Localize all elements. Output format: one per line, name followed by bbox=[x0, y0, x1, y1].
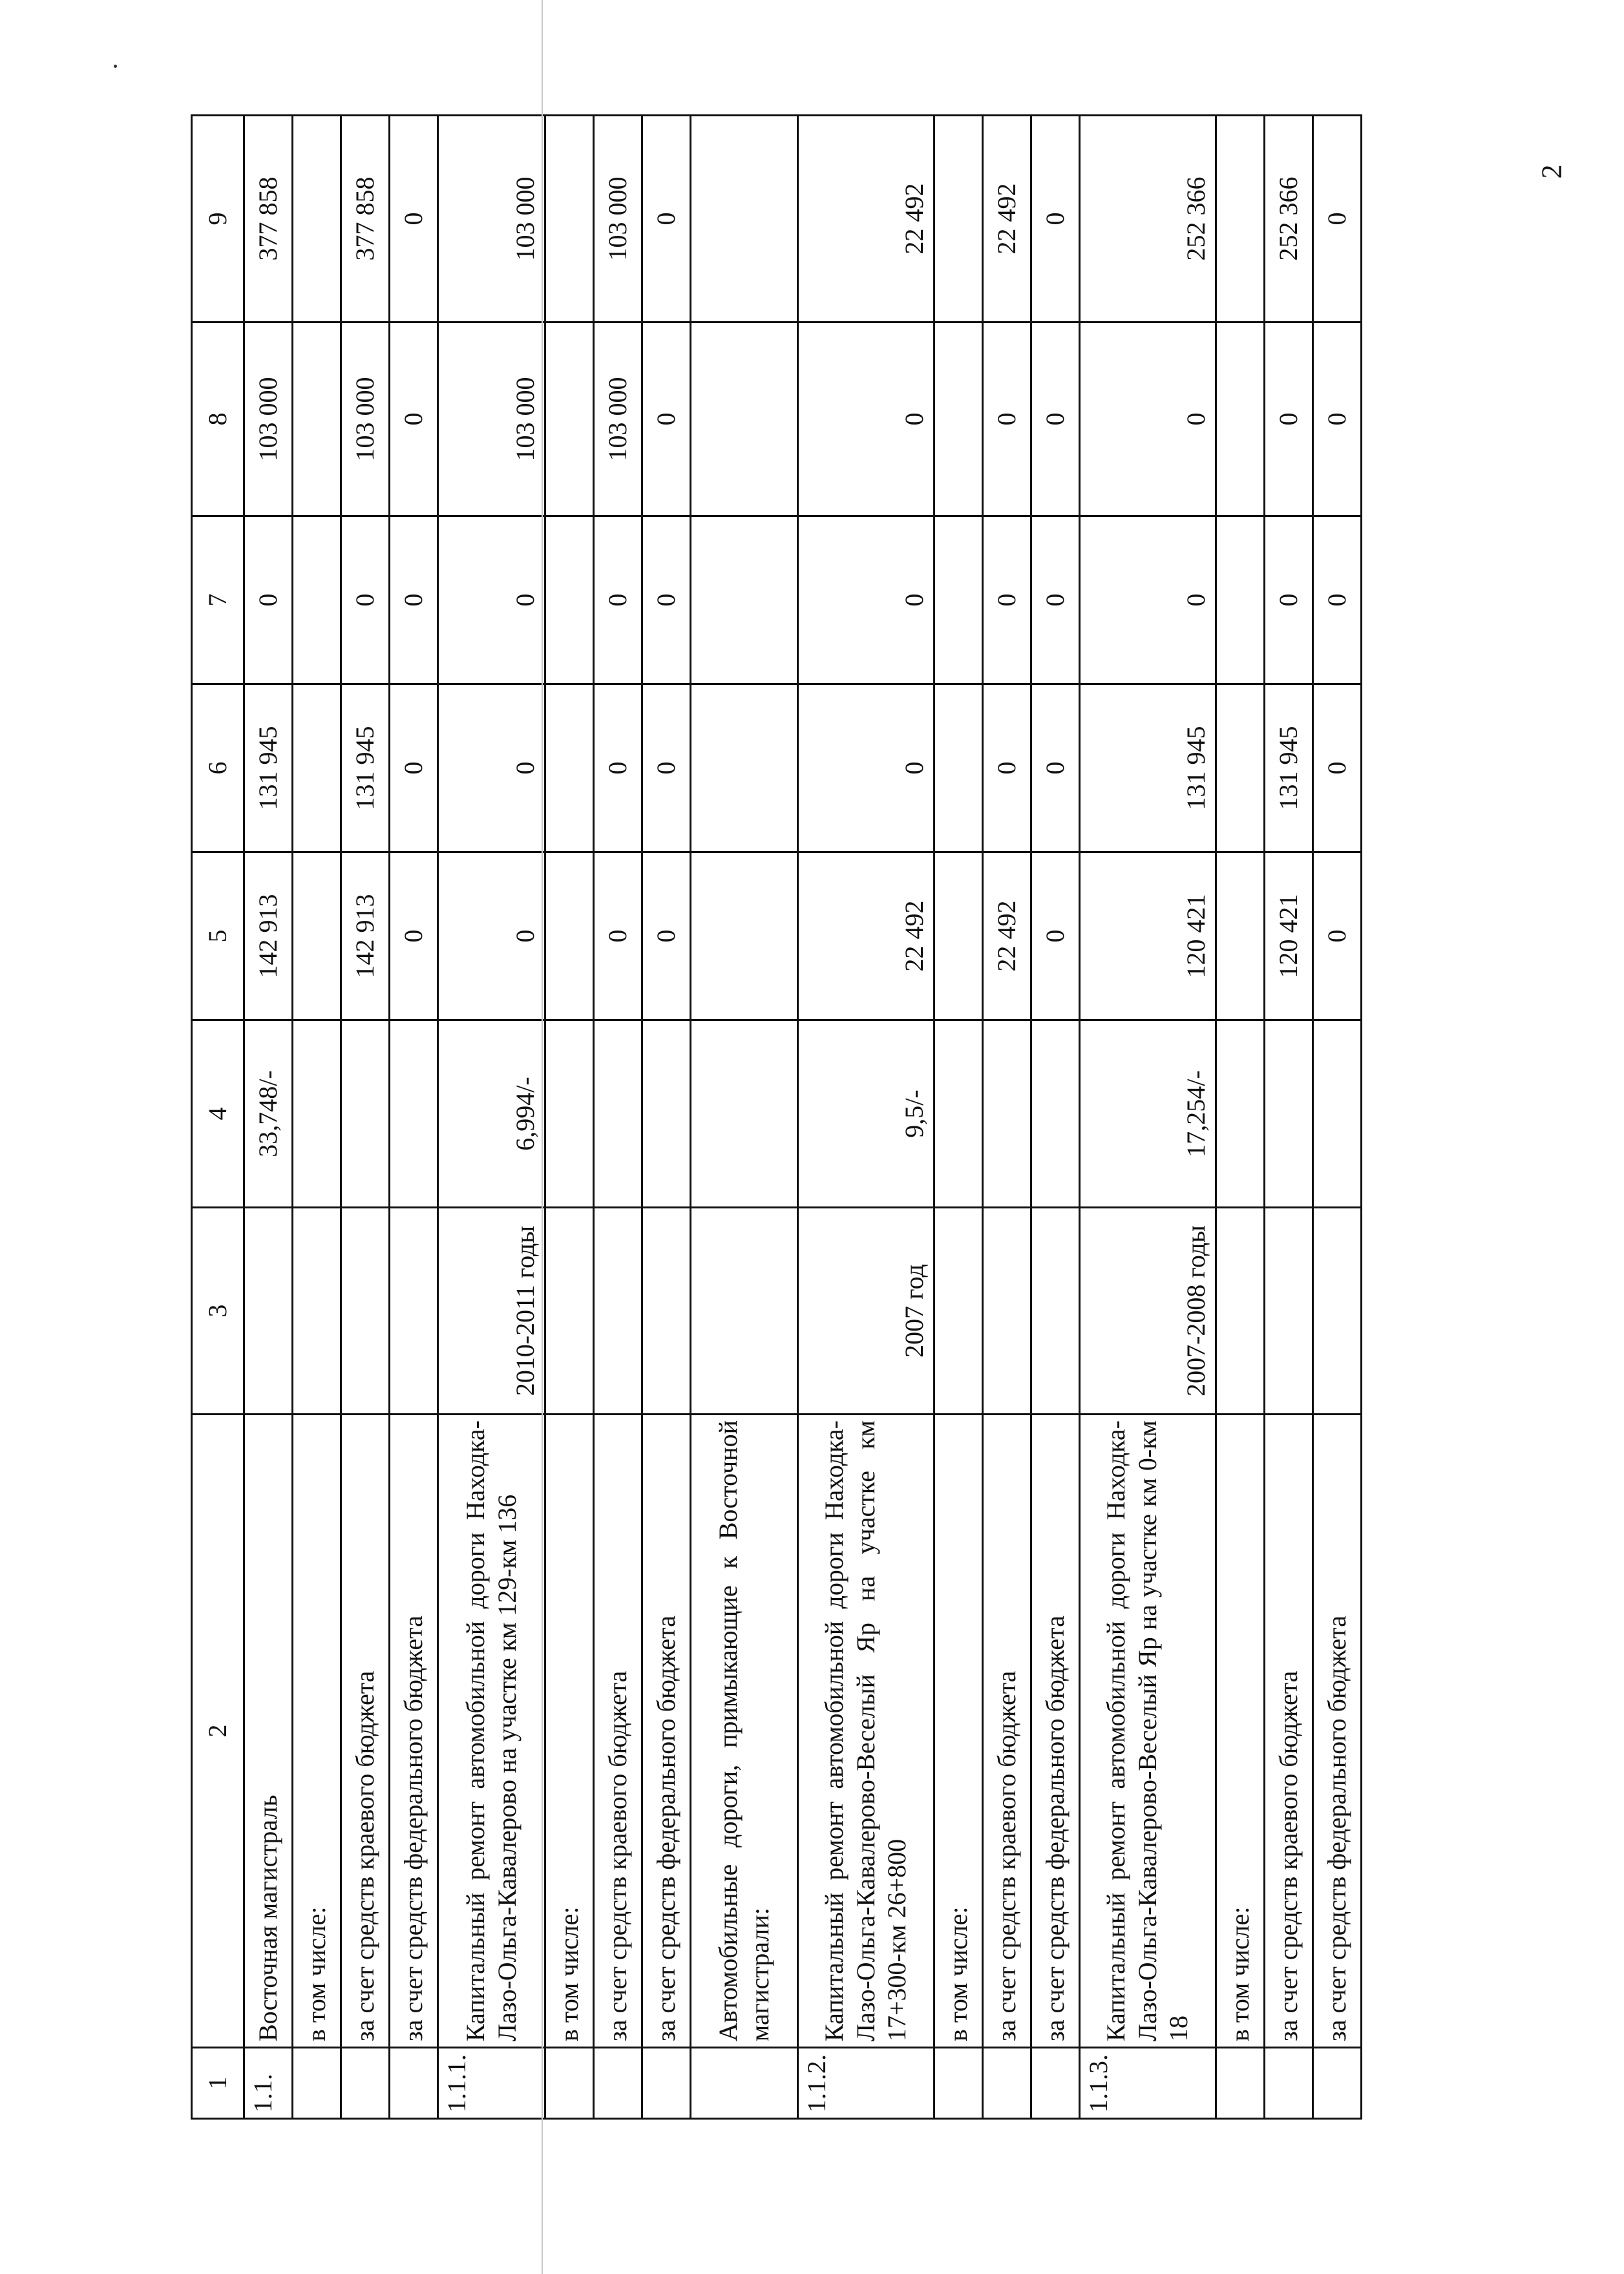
table-row bbox=[1265, 116, 1313, 2119]
row-value-cell bbox=[293, 322, 341, 516]
header-cell: 1 bbox=[192, 2048, 244, 2119]
row-number-cell bbox=[545, 2048, 594, 2119]
row-value-cell: 0 bbox=[983, 322, 1031, 516]
row-value-cell: 22 492 bbox=[798, 852, 934, 1020]
row-value-cell: 17,254/- bbox=[1080, 1020, 1216, 1208]
row-value-cell: 103 000 bbox=[438, 322, 545, 516]
row-value-cell: 0 bbox=[438, 684, 545, 852]
row-number-cell bbox=[594, 2048, 642, 2119]
row-value-cell: 0 bbox=[594, 852, 642, 1020]
row-name-cell: за счет средств краевого бюджета bbox=[1265, 1415, 1313, 2048]
row-value-cell: 22 492 bbox=[798, 116, 934, 322]
row-period-cell bbox=[1216, 1208, 1265, 1415]
row-value-cell bbox=[293, 684, 341, 852]
row-value-cell bbox=[691, 684, 798, 852]
row-value-cell: 0 bbox=[390, 322, 438, 516]
row-value-cell bbox=[983, 1020, 1031, 1208]
row-value-cell: 22 492 bbox=[983, 116, 1031, 322]
row-value-cell: 0 bbox=[390, 852, 438, 1020]
row-value-cell bbox=[545, 1020, 594, 1208]
row-value-cell: 0 bbox=[1313, 684, 1362, 852]
row-value-cell bbox=[1265, 1020, 1313, 1208]
header-cell: 8 bbox=[192, 322, 244, 516]
row-value-cell bbox=[545, 684, 594, 852]
row-name-cell: за счет средств федерального бюджета bbox=[642, 1415, 691, 2048]
table-row bbox=[293, 116, 341, 2119]
row-value-cell: 252 366 bbox=[1080, 116, 1216, 322]
table-row bbox=[244, 116, 293, 2119]
row-period-cell bbox=[341, 1208, 390, 1415]
row-number-cell: 1.1.1. bbox=[438, 2048, 545, 2119]
row-value-cell bbox=[934, 852, 983, 1020]
row-number-cell bbox=[1031, 2048, 1080, 2119]
row-value-cell: 0 bbox=[438, 516, 545, 684]
row-name-cell: за счет средств федерального бюджета bbox=[390, 1415, 438, 2048]
header-cell: 7 bbox=[192, 516, 244, 684]
row-value-cell bbox=[934, 322, 983, 516]
row-number-cell bbox=[341, 2048, 390, 2119]
row-value-cell bbox=[1313, 1020, 1362, 1208]
table-row bbox=[798, 116, 934, 2119]
row-number-cell bbox=[1216, 2048, 1265, 2119]
row-value-cell bbox=[1216, 116, 1265, 322]
row-period-cell bbox=[390, 1208, 438, 1415]
row-value-cell bbox=[545, 516, 594, 684]
row-value-cell: 0 bbox=[1080, 516, 1216, 684]
row-value-cell bbox=[934, 1020, 983, 1208]
row-value-cell: 9,5/- bbox=[798, 1020, 934, 1208]
row-value-cell: 0 bbox=[642, 116, 691, 322]
row-period-cell bbox=[594, 1208, 642, 1415]
row-value-cell bbox=[934, 116, 983, 322]
row-value-cell bbox=[1216, 852, 1265, 1020]
row-period-cell: 2007-2008 годы bbox=[1080, 1208, 1216, 1415]
row-value-cell: 142 913 bbox=[341, 852, 390, 1020]
row-name-cell: в том числе: bbox=[934, 1415, 983, 2048]
row-value-cell bbox=[691, 516, 798, 684]
row-value-cell bbox=[594, 1020, 642, 1208]
row-value-cell bbox=[642, 1020, 691, 1208]
row-value-cell: 6,994/- bbox=[438, 1020, 545, 1208]
row-value-cell: 103 000 bbox=[244, 322, 293, 516]
row-value-cell: 131 945 bbox=[244, 684, 293, 852]
row-value-cell: 0 bbox=[1031, 322, 1080, 516]
header-cell: 3 bbox=[192, 1208, 244, 1415]
row-number-cell: 1.1.3. bbox=[1080, 2048, 1216, 2119]
row-name-cell: за счет средств краевого бюджета bbox=[594, 1415, 642, 2048]
row-value-cell bbox=[691, 852, 798, 1020]
table-row bbox=[1080, 116, 1216, 2119]
row-name-cell: за счет средств федерального бюджета bbox=[1313, 1415, 1362, 2048]
row-number-cell bbox=[642, 2048, 691, 2119]
table-header-row bbox=[192, 116, 244, 2119]
row-value-cell: 0 bbox=[983, 684, 1031, 852]
table-row bbox=[390, 116, 438, 2119]
row-value-cell: 0 bbox=[1265, 516, 1313, 684]
row-value-cell: 0 bbox=[1313, 116, 1362, 322]
row-number-cell bbox=[390, 2048, 438, 2119]
row-value-cell bbox=[545, 852, 594, 1020]
row-number-cell: 1.1. bbox=[244, 2048, 293, 2119]
row-value-cell: 0 bbox=[341, 516, 390, 684]
row-number-cell bbox=[1313, 2048, 1362, 2119]
row-number-cell: 1.1.2. bbox=[798, 2048, 934, 2119]
row-value-cell bbox=[390, 1020, 438, 1208]
row-value-cell: 0 bbox=[1313, 516, 1362, 684]
row-value-cell: 142 913 bbox=[244, 852, 293, 1020]
row-value-cell: 252 366 bbox=[1265, 116, 1313, 322]
row-value-cell: 377 858 bbox=[341, 116, 390, 322]
table-row bbox=[1031, 116, 1080, 2119]
row-period-cell bbox=[1265, 1208, 1313, 1415]
row-name-cell: за счет средств федерального бюджета bbox=[1031, 1415, 1080, 2048]
header-cell: 2 bbox=[192, 1415, 244, 2048]
row-value-cell bbox=[293, 516, 341, 684]
row-value-cell: 0 bbox=[798, 322, 934, 516]
row-name-cell: в том числе: bbox=[545, 1415, 594, 2048]
row-number-cell bbox=[691, 2048, 798, 2119]
row-value-cell bbox=[1216, 516, 1265, 684]
row-name-cell: Капитальный ремонт автомобильной дороги Находка-Лазо-Ольга-Кавалерово-Веселый Яр на участке км 0-км 18 bbox=[1080, 1415, 1216, 2048]
row-value-cell: 377 858 bbox=[244, 116, 293, 322]
row-value-cell: 120 421 bbox=[1265, 852, 1313, 1020]
row-number-cell bbox=[293, 2048, 341, 2119]
scan-artifact-line bbox=[542, 0, 543, 2274]
row-value-cell bbox=[545, 116, 594, 322]
page-number: 2 bbox=[1535, 164, 1568, 179]
row-value-cell bbox=[691, 1020, 798, 1208]
row-value-cell: 0 bbox=[438, 852, 545, 1020]
row-value-cell: 0 bbox=[390, 516, 438, 684]
row-number-cell bbox=[983, 2048, 1031, 2119]
row-value-cell bbox=[293, 852, 341, 1020]
table-row bbox=[934, 116, 983, 2119]
row-name-cell: Автомобильные дороги, примыкающие к Восточной магистрали: bbox=[691, 1415, 798, 2048]
row-period-cell: 2010-2011 годы bbox=[438, 1208, 545, 1415]
row-value-cell: 0 bbox=[983, 516, 1031, 684]
row-name-cell: за счет средств краевого бюджета bbox=[983, 1415, 1031, 2048]
row-period-cell bbox=[691, 1208, 798, 1415]
row-value-cell: 0 bbox=[594, 684, 642, 852]
header-cell: 5 bbox=[192, 852, 244, 1020]
row-value-cell: 0 bbox=[1031, 852, 1080, 1020]
row-value-cell: 103 000 bbox=[438, 116, 545, 322]
table-row bbox=[642, 116, 691, 2119]
row-value-cell: 0 bbox=[594, 516, 642, 684]
row-value-cell bbox=[691, 322, 798, 516]
row-name-cell: Капитальный ремонт автомобильной дороги Находка-Лазо-Ольга-Кавалерово на участке км 129-км 136 bbox=[438, 1415, 545, 2048]
row-value-cell: 0 bbox=[642, 322, 691, 516]
row-value-cell: 0 bbox=[642, 684, 691, 852]
header-cell: 9 bbox=[192, 116, 244, 322]
row-value-cell bbox=[293, 116, 341, 322]
row-value-cell: 0 bbox=[1313, 322, 1362, 516]
table-row bbox=[341, 116, 390, 2119]
row-value-cell: 0 bbox=[390, 116, 438, 322]
table-row bbox=[438, 116, 545, 2119]
row-value-cell: 33,748/- bbox=[244, 1020, 293, 1208]
row-value-cell bbox=[1216, 322, 1265, 516]
row-period-cell bbox=[642, 1208, 691, 1415]
row-value-cell bbox=[293, 1020, 341, 1208]
row-value-cell bbox=[691, 116, 798, 322]
row-period-cell bbox=[1313, 1208, 1362, 1415]
row-value-cell: 0 bbox=[642, 852, 691, 1020]
row-period-cell bbox=[934, 1208, 983, 1415]
row-period-cell: 2007 год bbox=[798, 1208, 934, 1415]
row-value-cell: 22 492 bbox=[983, 852, 1031, 1020]
row-period-cell bbox=[983, 1208, 1031, 1415]
row-value-cell: 0 bbox=[642, 516, 691, 684]
scan-speck bbox=[114, 65, 117, 68]
row-value-cell: 103 000 bbox=[594, 322, 642, 516]
row-value-cell: 131 945 bbox=[1265, 684, 1313, 852]
row-value-cell bbox=[1031, 1020, 1080, 1208]
row-name-cell: в том числе: bbox=[1216, 1415, 1265, 2048]
table-row bbox=[1313, 116, 1362, 2119]
row-value-cell bbox=[934, 684, 983, 852]
header-cell: 6 bbox=[192, 684, 244, 852]
row-name-cell: в том числе: bbox=[293, 1415, 341, 2048]
row-value-cell: 103 000 bbox=[594, 116, 642, 322]
funding-table bbox=[191, 114, 1362, 2120]
row-value-cell bbox=[341, 1020, 390, 1208]
header-cell: 4 bbox=[192, 1020, 244, 1208]
row-name-cell: Капитальный ремонт автомобильной дороги Находка-Лазо-Ольга-Кавалерово-Веселый Яр на участке км 17+300-км 26+800 bbox=[798, 1415, 934, 2048]
row-period-cell bbox=[293, 1208, 341, 1415]
row-value-cell bbox=[545, 322, 594, 516]
row-value-cell: 131 945 bbox=[341, 684, 390, 852]
row-number-cell bbox=[1265, 2048, 1313, 2119]
table-row bbox=[545, 116, 594, 2119]
row-value-cell: 0 bbox=[1031, 516, 1080, 684]
row-value-cell bbox=[1216, 1020, 1265, 1208]
row-value-cell: 103 000 bbox=[341, 322, 390, 516]
row-period-cell bbox=[545, 1208, 594, 1415]
row-value-cell: 0 bbox=[798, 516, 934, 684]
table-row bbox=[691, 116, 798, 2119]
row-number-cell bbox=[934, 2048, 983, 2119]
table-row bbox=[594, 116, 642, 2119]
row-period-cell bbox=[244, 1208, 293, 1415]
row-value-cell: 0 bbox=[1080, 322, 1216, 516]
row-value-cell: 0 bbox=[1265, 322, 1313, 516]
row-name-cell: за счет средств краевого бюджета bbox=[341, 1415, 390, 2048]
row-value-cell: 0 bbox=[1313, 852, 1362, 1020]
row-value-cell: 0 bbox=[798, 684, 934, 852]
table-row bbox=[1216, 116, 1265, 2119]
row-value-cell: 120 421 bbox=[1080, 852, 1216, 1020]
table-body bbox=[192, 116, 1362, 2119]
table-row bbox=[983, 116, 1031, 2119]
row-name-cell: Восточная магистраль bbox=[244, 1415, 293, 2048]
row-value-cell bbox=[1216, 684, 1265, 852]
row-value-cell: 0 bbox=[390, 684, 438, 852]
row-period-cell bbox=[1031, 1208, 1080, 1415]
row-value-cell: 131 945 bbox=[1080, 684, 1216, 852]
row-value-cell bbox=[934, 516, 983, 684]
row-value-cell: 0 bbox=[1031, 116, 1080, 322]
row-value-cell: 0 bbox=[1031, 684, 1080, 852]
rotated-table-container bbox=[191, 116, 1386, 2120]
row-value-cell: 0 bbox=[244, 516, 293, 684]
